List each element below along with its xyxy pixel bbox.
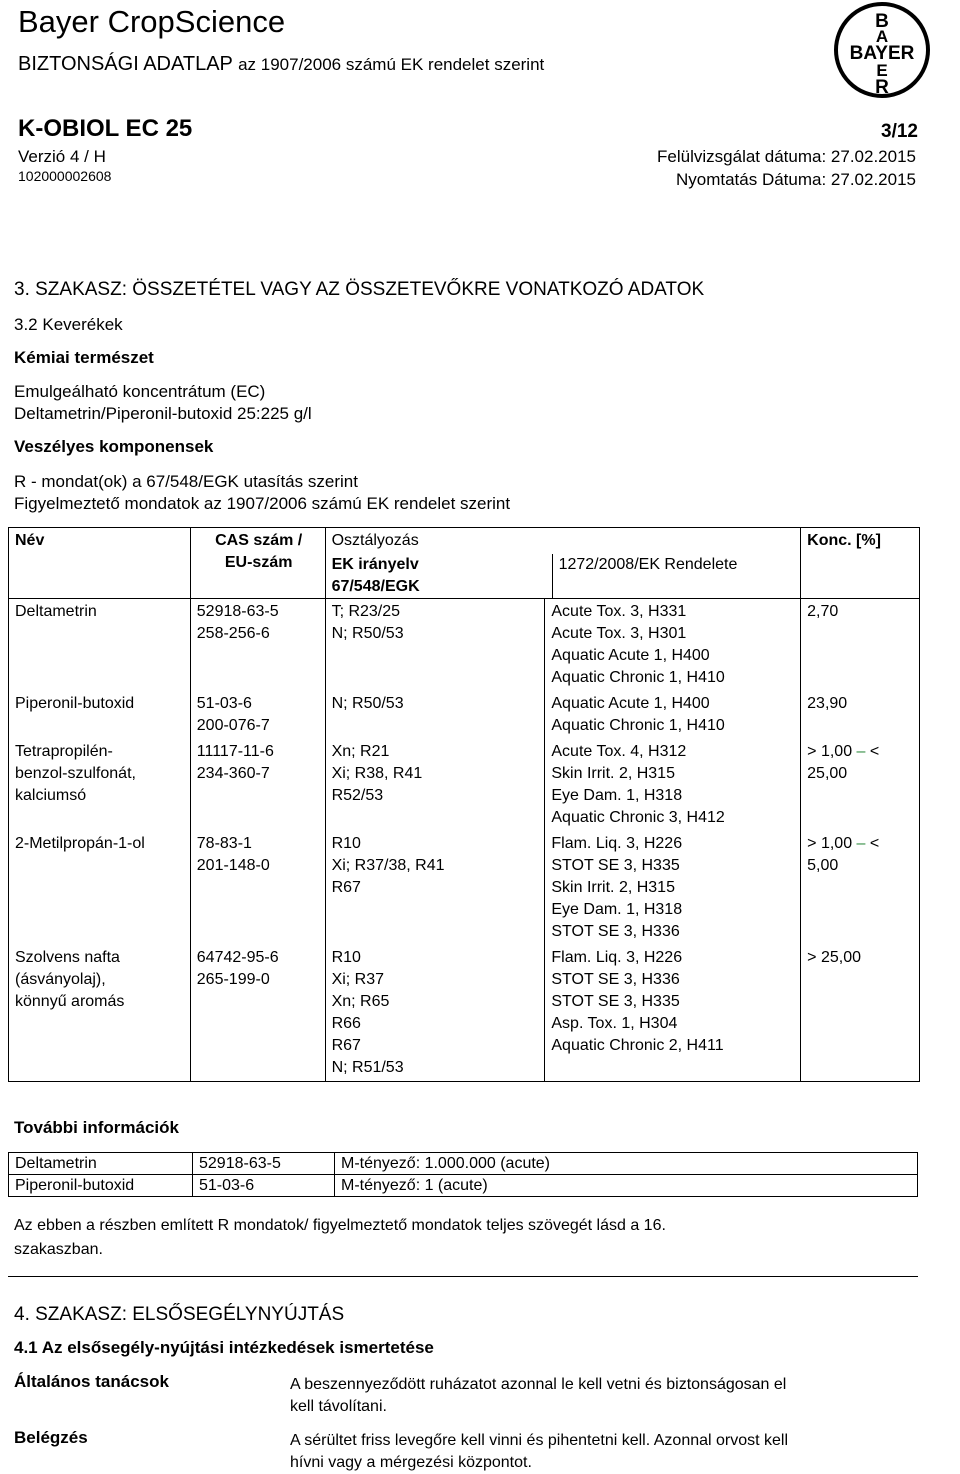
- info-name: Piperonil-butoxid: [9, 1175, 193, 1197]
- hazardous-label: Veszélyes komponensek: [14, 437, 214, 456]
- header-classification: [325, 528, 801, 599]
- page-number: 3/12: [881, 121, 918, 142]
- general-advice-text: A beszennyeződött ruházatot azonnal le kell vetni és biztonságosan el kell távolítani.: [290, 1376, 787, 1415]
- row-name: Piperonil-butoxid: [9, 691, 191, 739]
- row-cas: 64742-95-6 265-199-0: [190, 945, 325, 1082]
- doc-type: BIZTONSÁGI ADATLAP: [18, 53, 233, 75]
- row-ek: R10 Xi; R37 Xn; R65 R66 R67 N; R51/53: [325, 945, 545, 1082]
- header-name: Név: [9, 528, 191, 599]
- section-divider: [8, 1276, 918, 1277]
- general-advice-label: Általános tanácsok: [14, 1372, 169, 1391]
- further-info-note: Az ebben a részben említett R mondatok/ figyelmeztető mondatok teljes szövegét lásd a 16. szakaszban.: [14, 1217, 666, 1258]
- row-ek: Xn; R21 Xi; R38, R41 R52/53: [325, 739, 545, 831]
- table-row: [9, 1153, 918, 1175]
- row-conc: > 25,00: [807, 949, 861, 966]
- section4-sub: 4.1 Az elsősegély-nyújtási intézkedések ismertetése: [14, 1338, 434, 1357]
- range-dash: –: [856, 835, 866, 852]
- document-title: [18, 53, 544, 76]
- row-ek: R10 Xi; R37/38, R41 R67: [325, 831, 545, 945]
- chem-nature-1: Emulgeálható koncentrátum (EC): [14, 382, 266, 401]
- logo-letter-b: B: [875, 11, 889, 32]
- row-cas: 11117-11-6 234-360-7: [190, 739, 325, 831]
- row-clp: Aquatic Acute 1, H400 Aquatic Chronic 1, H410: [545, 691, 801, 739]
- header-cas: CAS szám / EU-szám: [190, 528, 325, 599]
- table-row: [9, 945, 920, 1082]
- conc-lt: <: [869, 835, 880, 852]
- print-date: Nyomtatás Dátuma: 27.02.2015: [675, 170, 916, 189]
- info-name: Deltametrin: [9, 1153, 193, 1175]
- logo-letter-r: R: [875, 77, 889, 98]
- regulation: az 1907/2006 számú EK rendelet szerint: [238, 55, 545, 74]
- row-ek: N; R50/53: [325, 691, 545, 739]
- r-phrase-line: R - mondat(ok) a 67/548/EGK utasítás szerint: [14, 472, 358, 491]
- info-factor: M-tényező: 1 (acute): [335, 1175, 918, 1197]
- row-clp: Flam. Liq. 3, H226 STOT SE 3, H335 Skin Irrit. 2, H315 Eye Dam. 1, H318 STOT SE 3, H336: [545, 831, 801, 945]
- table-row: [9, 739, 920, 831]
- conc-lt: <: [869, 743, 880, 760]
- conc-high: 25,00: [807, 765, 848, 782]
- row-name: 2-Metilpropán-1-ol: [9, 831, 191, 945]
- table-row: [9, 599, 920, 692]
- conc-high: 5,00: [807, 857, 839, 874]
- inhalation-label: Belégzés: [14, 1428, 88, 1447]
- section4-title: 4. SZAKASZ: ELSŐSEGÉLYNYÚJTÁS: [14, 1304, 345, 1325]
- logo-letter-a: A: [875, 27, 889, 46]
- classification-label: Osztályozás: [331, 532, 419, 549]
- section3-title: 3. SZAKASZ: ÖSSZETÉTEL VAGY AZ ÖSSZETEVŐKRE VONATKOZÓ ADATOK: [14, 279, 705, 300]
- table-row: [9, 831, 920, 945]
- header-ek: EK irányelv 67/548/EGK: [326, 554, 553, 598]
- row-name: Deltametrin: [9, 599, 191, 692]
- row-cas: 51-03-6 200-076-7: [190, 691, 325, 739]
- info-factor: M-tényező: 1.000.000 (acute): [335, 1153, 918, 1175]
- row-ek: T; R23/25 N; R50/53: [325, 599, 545, 692]
- h-phrase-line: Figyelmeztető mondatok az 1907/2006 számú EK rendelet szerint: [14, 494, 511, 513]
- section3-sub: 3.2 Keverékek: [14, 315, 123, 334]
- composition-table: [8, 527, 920, 1082]
- version: Verzió 4 / H: [18, 147, 106, 166]
- conc-low: > 1,00: [807, 743, 853, 760]
- table-row: [9, 691, 920, 739]
- product-name: K-OBIOL EC 25: [18, 115, 193, 142]
- chem-nature-2: Deltametrin/Piperonil-butoxid 25:225 g/l: [14, 404, 312, 423]
- range-dash: –: [856, 743, 866, 760]
- row-name: Tetrapropilén- benzol-szulfonát, kalciumsó: [9, 739, 191, 831]
- conc-low: > 1,00: [807, 835, 853, 852]
- logo-letter-e: E: [876, 61, 888, 80]
- row-conc: 23,90: [807, 695, 848, 712]
- bayer-cross-logo: [832, 0, 932, 100]
- further-info-table: [8, 1152, 918, 1197]
- row-conc: [801, 831, 920, 945]
- row-cas: 52918-63-5 258-256-6: [190, 599, 325, 692]
- logo-word-bayer: BAYER: [849, 43, 915, 64]
- classification-subheaders: [326, 554, 801, 598]
- info-cas: 51-03-6: [193, 1175, 335, 1197]
- inhalation-text: A sérültet friss levegőre kell vinni és pihentetni kell. Azonnal orvost kell hívni vagy a mérgezési központot.: [290, 1432, 789, 1471]
- header-conc: Konc. [%]: [807, 532, 881, 549]
- table-row: [9, 1175, 918, 1197]
- header-clp: 1272/2008/EK Rendelete: [558, 556, 738, 573]
- row-cas: 78-83-1 201-148-0: [190, 831, 325, 945]
- further-info-label: További információk: [14, 1118, 179, 1137]
- row-clp: Flam. Liq. 3, H226 STOT SE 3, H336 STOT SE 3, H335 Asp. Tox. 1, H304 Aquatic Chronic 2, H411: [545, 945, 801, 1082]
- doc-code: 102000002608: [18, 168, 112, 184]
- revision-date: Felülvizsgálat dátuma: 27.02.2015: [657, 147, 916, 166]
- row-clp: Acute Tox. 3, H331 Acute Tox. 3, H301 Aquatic Acute 1, H400 Aquatic Chronic 1, H410: [545, 599, 801, 692]
- brand-name: Bayer CropScience: [18, 4, 286, 39]
- row-conc: [801, 739, 920, 831]
- info-cas: 52918-63-5: [193, 1153, 335, 1175]
- row-clp: Acute Tox. 4, H312 Skin Irrit. 2, H315 Eye Dam. 1, H318 Aquatic Chronic 3, H412: [545, 739, 801, 831]
- chem-nature-label: Kémiai természet: [14, 348, 154, 367]
- row-name: Szolvens nafta (ásványolaj), könnyű aromás: [9, 945, 191, 1082]
- row-conc: 2,70: [807, 603, 839, 620]
